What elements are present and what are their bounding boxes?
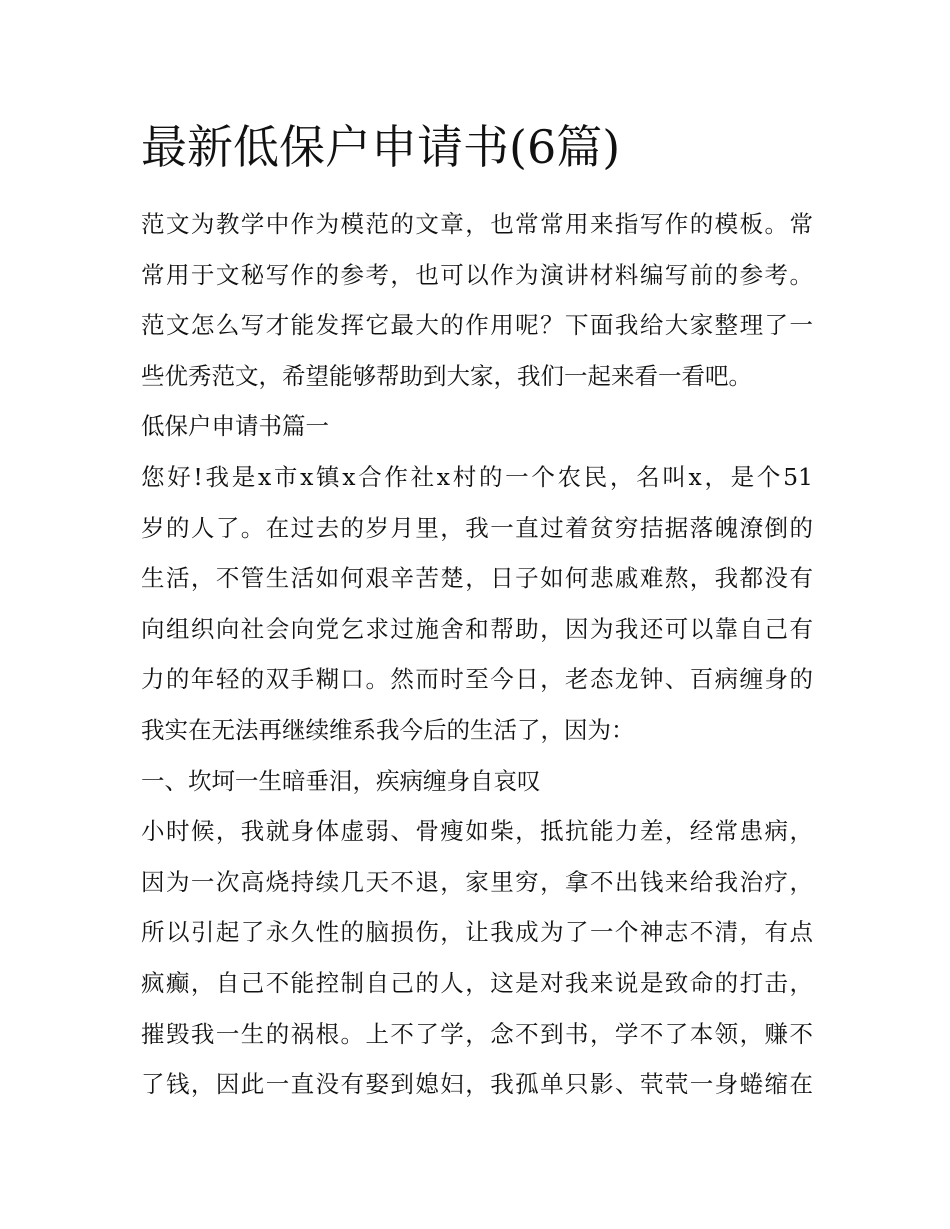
body-line: 岁的人了。在过去的岁月里，我一直过着贫穷拮据落魄潦倒的 [141,513,813,542]
body-line: 范文为教学中作为模范的文章，也常常用来指写作的模板。常 [141,210,813,238]
body-line: 您好!我是x市x镇x合作社x村的一个农民，名叫x，是个51 [141,462,813,491]
body-line: 生活，不管生活如何艰辛苦楚，日子如何悲戚难熬，我都没有 [141,564,813,593]
body-line: 范文怎么写才能发挥它最大的作用呢？下面我给大家整理了一 [141,311,813,340]
body-line: 我实在无法再继续维系我今后的生活了，因为： [141,715,635,744]
document-title: 最新低保户申请书(6篇) [141,120,621,174]
body-line: 了钱，因此一直没有娶到媳妇，我孤单只影、茕茕一身蜷缩在 [141,1070,813,1099]
document-body [141,199,813,1110]
body-line: 所以引起了永久性的脑损伤，让我成为了一个神志不清，有点 [141,918,813,947]
body-line: 小时候，我就身体虚弱、骨瘦如柴，抵抗能力差，经常患病， [141,817,813,846]
body-line: 因为一次高烧持续几天不退，家里穷，拿不出钱来给我治疗， [141,867,813,896]
subsection-heading: 一、坎坷一生暗垂泪，疾病缠身自哀叹 [141,766,541,795]
body-line: 疯癫，自己不能控制自己的人，这是对我来说是致命的打击， [141,968,813,997]
body-line: 力的年轻的双手糊口。然而时至今日，老态龙钟、百病缠身的 [141,665,813,694]
body-line: 摧毁我一生的祸根。上不了学，念不到书，学不了本领，赚不 [141,1019,813,1048]
body-line: 向组织向社会向党乞求过施舍和帮助，因为我还可以靠自己有 [141,614,813,643]
section-heading: 低保户申请书篇一 [141,412,329,441]
body-line: 些优秀范文，希望能够帮助到大家，我们一起来看一看吧。 [141,361,752,390]
body-line: 常用于文秘写作的参考，也可以作为演讲材料编写前的参考。 [141,260,813,289]
